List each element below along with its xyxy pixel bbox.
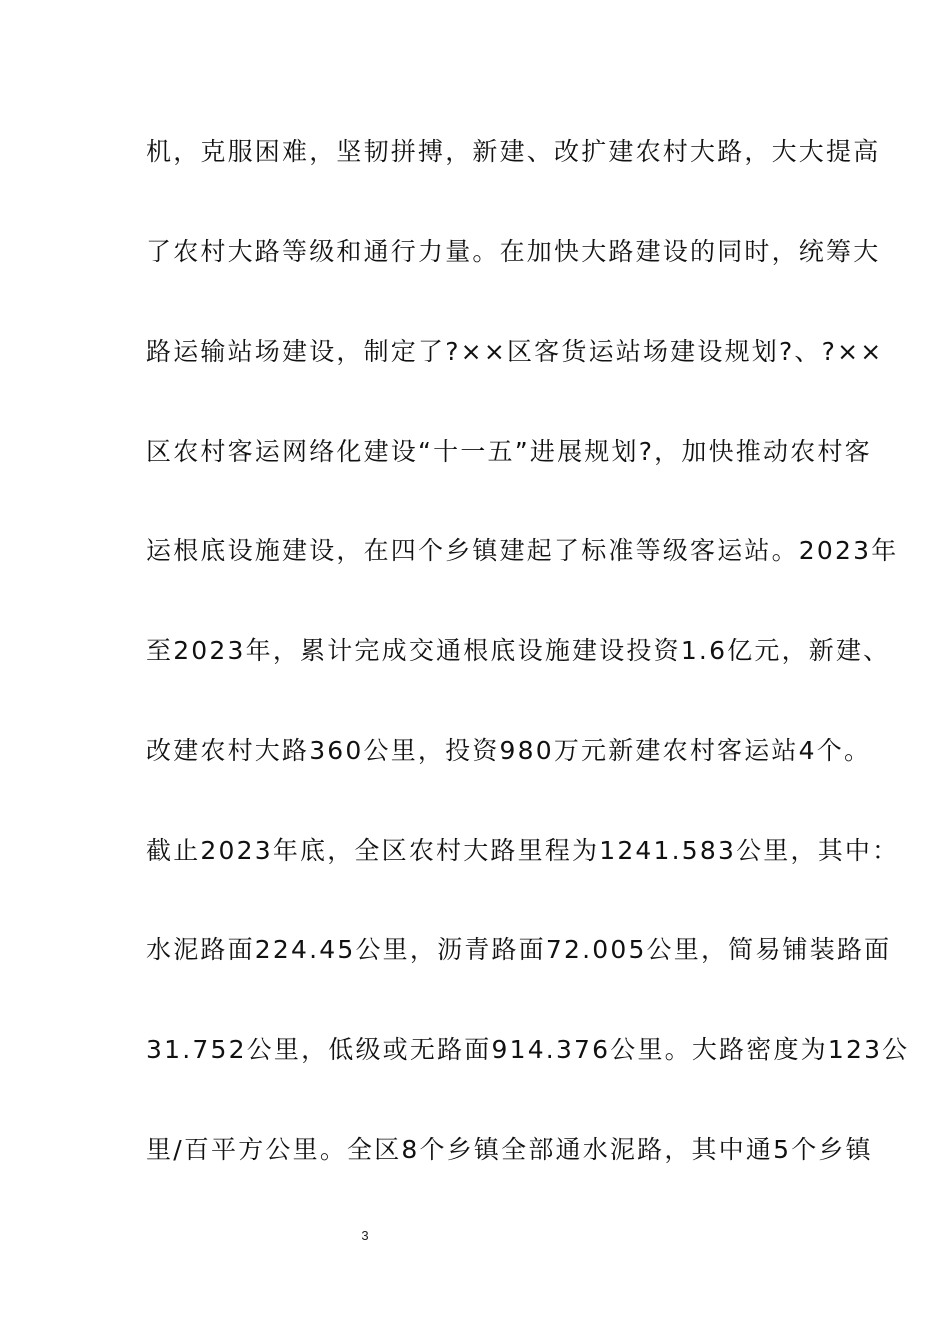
body-text-line: 水泥路面224.45公里，沥青路面72.005公里，简易铺装路面	[146, 935, 892, 964]
body-text-line: 截止2023年底，全区农村大路里程为1241.583公里，其中：	[146, 836, 900, 865]
body-text-line: 区农村客运网络化建设“十一五”进展规划?，加快推动农村客	[146, 437, 872, 466]
body-text-line: 里/百平方公里。全区8个乡镇全部通水泥路，其中通5个乡镇	[146, 1135, 873, 1164]
body-text-line: 了农村大路等级和通行力量。在加快大路建设的同时，统筹大	[146, 237, 881, 266]
body-text-line: 机，克服困难，坚韧拼搏，新建、改扩建农村大路，大大提高	[146, 137, 881, 166]
body-text-line: 运根底设施建设，在四个乡镇建起了标准等级客运站。2023年	[146, 536, 899, 565]
body-text-line: 路运输站场建设，制定了?××区客货运站场建设规划?、?××	[146, 337, 884, 366]
page-number: 3	[361, 1228, 369, 1243]
body-text-line: 31.752公里，低级或无路面914.376公里。大路密度为123公	[146, 1035, 910, 1064]
body-text-line: 至2023年，累计完成交通根底设施建设投资1.6亿元，新建、	[146, 636, 891, 665]
body-text-line: 改建农村大路360公里，投资980万元新建农村客运站4个。	[146, 736, 872, 765]
